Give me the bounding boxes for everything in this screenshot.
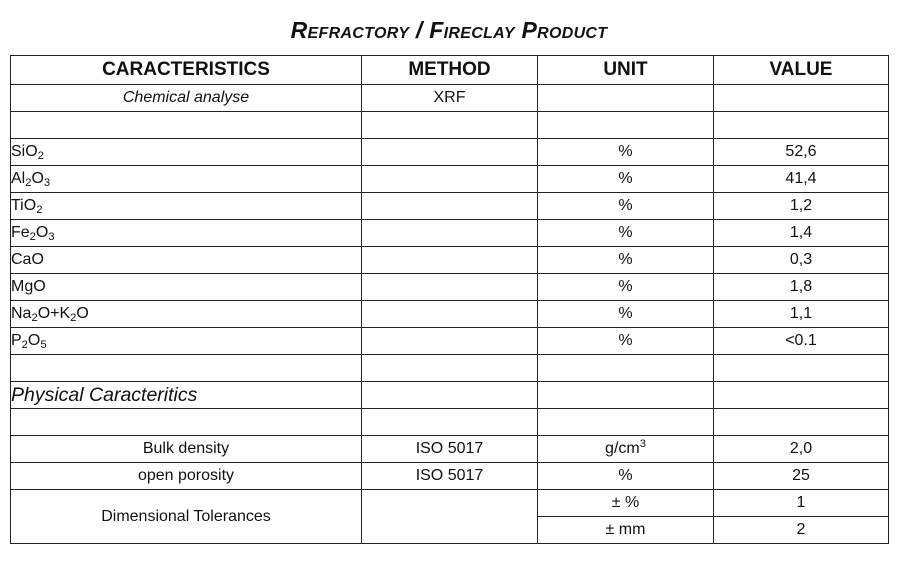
empty-cell <box>11 355 362 382</box>
composition-row <box>11 166 889 193</box>
formula-subscript: 5 <box>40 339 47 351</box>
open-porosity-value: 25 <box>714 463 889 490</box>
empty-cell <box>11 112 362 139</box>
composition-unit: % <box>538 166 714 193</box>
open-porosity-method: ISO 5017 <box>362 463 538 490</box>
compound-formula <box>11 166 362 193</box>
empty-cell <box>714 382 889 409</box>
empty-cell <box>714 112 889 139</box>
compound-formula <box>11 328 362 355</box>
bulk-density-unit-base: g/cm <box>605 440 640 457</box>
empty-cell <box>362 355 538 382</box>
empty-cell <box>362 247 538 274</box>
empty-cell <box>714 409 889 436</box>
formula-subscript: 2 <box>31 312 38 324</box>
bulk-density-row <box>11 436 889 463</box>
dimensional-tolerances-label: Dimensional Tolerances <box>11 490 362 544</box>
chemical-analysis-method: XRF <box>362 85 538 112</box>
composition-value: 1,4 <box>714 220 889 247</box>
formula-subscript: 3 <box>48 231 55 243</box>
header-unit: UNIT <box>538 56 714 85</box>
empty-cell <box>362 409 538 436</box>
chemical-analysis-label: Chemical analyse <box>11 85 362 112</box>
formula-text: O <box>23 197 37 214</box>
composition-row <box>11 328 889 355</box>
empty-cell <box>362 274 538 301</box>
table-body <box>11 85 889 544</box>
formula-text: O <box>31 170 44 187</box>
dimensional-tolerance-row <box>11 490 889 517</box>
formula-text: Al <box>11 170 26 187</box>
formula-text: Fe <box>11 224 30 241</box>
composition-unit: % <box>538 193 714 220</box>
empty-cell <box>362 112 538 139</box>
formula-text: MgO <box>11 278 46 295</box>
formula-text: O <box>25 143 38 160</box>
composition-unit: % <box>538 301 714 328</box>
composition-row <box>11 139 889 166</box>
header-characteristics: CARACTERISTICS <box>11 56 362 85</box>
composition-value: 1,8 <box>714 274 889 301</box>
composition-row <box>11 274 889 301</box>
composition-unit: % <box>538 328 714 355</box>
compound-formula <box>11 220 362 247</box>
formula-subscript: 3 <box>43 177 51 189</box>
open-porosity-row <box>11 463 889 490</box>
formula-subscript: 2 <box>36 204 43 216</box>
empty-cell <box>362 382 538 409</box>
chemical-analysis-row <box>11 85 889 112</box>
open-porosity-unit: % <box>538 463 714 490</box>
tolerance-value-mm: 2 <box>714 517 889 544</box>
bulk-density-label: Bulk density <box>11 436 362 463</box>
composition-unit: % <box>538 274 714 301</box>
header-method: METHOD <box>362 56 538 85</box>
spacer-row <box>11 409 889 436</box>
composition-row <box>11 193 889 220</box>
bulk-density-method: ISO 5017 <box>362 436 538 463</box>
empty-cell <box>362 301 538 328</box>
spacer-row <box>11 112 889 139</box>
formula-text: Si <box>11 143 26 160</box>
composition-row <box>11 247 889 274</box>
empty-cell <box>11 409 362 436</box>
empty-cell <box>362 166 538 193</box>
empty-cell <box>362 139 538 166</box>
bulk-density-value: 2,0 <box>714 436 889 463</box>
composition-value: 1,1 <box>714 301 889 328</box>
formula-text: O <box>76 305 89 322</box>
formula-text: P <box>11 332 22 349</box>
empty-cell <box>538 382 714 409</box>
formula-text: Ti <box>11 197 24 214</box>
compound-formula <box>11 247 362 274</box>
composition-unit: % <box>538 247 714 274</box>
formula-subscript: 2 <box>25 177 32 189</box>
empty-cell <box>362 220 538 247</box>
composition-value: <0.1 <box>714 328 889 355</box>
characteristics-table <box>10 55 889 544</box>
formula-text: O+K <box>37 305 71 322</box>
tolerance-unit-mm: ± mm <box>538 517 714 544</box>
composition-unit: % <box>538 139 714 166</box>
compound-formula <box>11 301 362 328</box>
composition-value: 41,4 <box>714 166 889 193</box>
compound-formula <box>11 139 362 166</box>
composition-value: 0,3 <box>714 247 889 274</box>
spacer-row <box>11 355 889 382</box>
composition-value: 1,2 <box>714 193 889 220</box>
formula-text: CaO <box>11 251 44 268</box>
empty-cell <box>538 355 714 382</box>
document-title: Refractory / Fireclay Product <box>290 17 608 43</box>
tolerance-unit-percent: ± % <box>538 490 714 517</box>
composition-unit: % <box>538 220 714 247</box>
empty-cell <box>714 355 889 382</box>
formula-subscript: 2 <box>70 312 77 324</box>
physical-section-label: Physical Caracteritics <box>11 382 362 409</box>
empty-cell <box>714 85 889 112</box>
empty-cell <box>538 85 714 112</box>
formula-text: O <box>27 332 41 349</box>
formula-text: O <box>35 224 49 241</box>
compound-formula <box>11 274 362 301</box>
formula-subscript: 2 <box>37 150 44 162</box>
header-value: VALUE <box>714 56 889 85</box>
formula-text: Na <box>11 305 32 322</box>
tolerance-value-percent: 1 <box>714 490 889 517</box>
bulk-density-unit <box>538 436 714 463</box>
formula-subscript: 2 <box>21 339 28 351</box>
open-porosity-label: open porosity <box>11 463 362 490</box>
empty-cell <box>362 328 538 355</box>
physical-section-row <box>11 382 889 409</box>
bulk-density-unit-exponent: 3 <box>639 438 646 450</box>
composition-row <box>11 301 889 328</box>
empty-cell <box>362 193 538 220</box>
composition-value: 52,6 <box>714 139 889 166</box>
compound-formula <box>11 193 362 220</box>
header-row <box>11 56 889 85</box>
formula-subscript: 2 <box>29 231 36 243</box>
empty-cell <box>362 490 538 544</box>
empty-cell <box>538 112 714 139</box>
empty-cell <box>538 409 714 436</box>
composition-row <box>11 220 889 247</box>
